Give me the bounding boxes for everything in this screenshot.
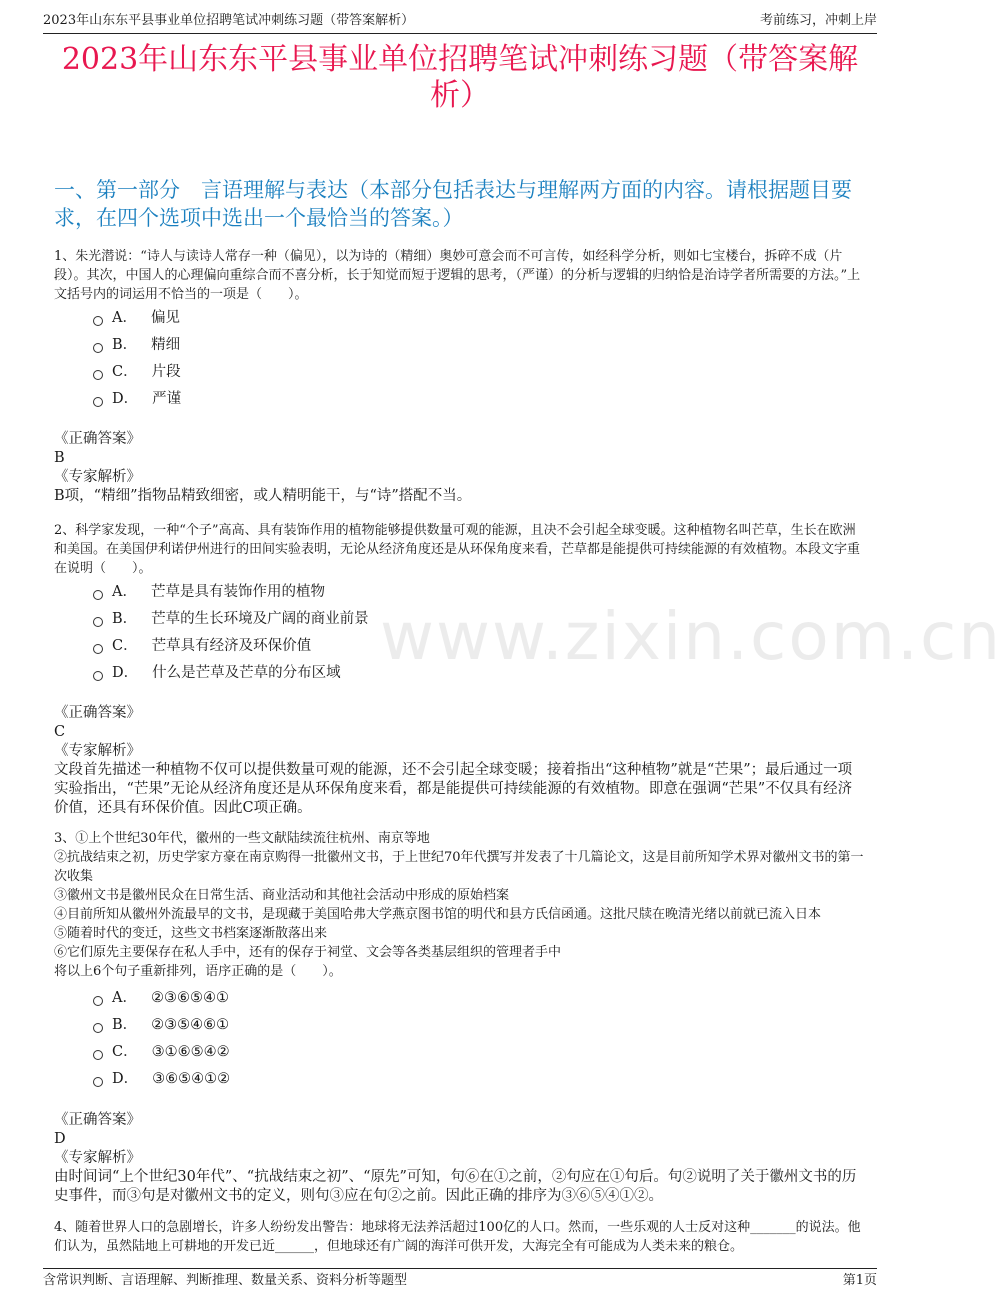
answer-section	[54, 430, 866, 506]
header-slogan: 考前练习，冲刺上岸	[759, 13, 877, 28]
option-b[interactable]	[93, 335, 180, 355]
option-letter: A．	[112, 990, 137, 1006]
page-number: 第1页	[842, 1273, 877, 1288]
option-letter: B．	[112, 337, 138, 353]
question-stem-line: ④目前所知从徽州外流最早的文书，是现藏于美国哈弗大学燕京图书馆的明代和县方氏信函通。这批尺牍在晚清光绪以前就已流入日本	[54, 907, 822, 922]
option-letter: A．	[112, 584, 137, 600]
answer-value: B	[54, 450, 65, 466]
question-3	[54, 829, 866, 1204]
question-stem: 4、随着世界人口的急剧增长，许多人纷纷发出警告：地球将无法养活超过100亿的人口。然而，一些乐观的人士反对这种_______的说法。他们认为，虽然陆地上可耕地的开发已近______，但地球还有广阔的海洋可供开发，大海完全有可能成为人类未来的粮仓。	[54, 1220, 861, 1254]
question-stem-line: ⑤随着时代的变迁，这些文书档案逐渐散落出来	[54, 926, 328, 941]
analysis-text: B项，“精细”指物品精致细密，或人精明能干，与“诗”搭配不当。	[54, 488, 472, 504]
option-text: 偏见	[150, 310, 180, 326]
option-letter: C．	[112, 638, 138, 654]
option-text: ②③⑤④⑥①	[151, 1017, 230, 1033]
option-c[interactable]	[93, 636, 311, 656]
option-text: ③⑥⑤④①②	[152, 1071, 231, 1087]
analysis-text: 由时间词“上个世纪30年代”、“抗战结束之初”、“原先”可知，句⑥在①之前，②句应在①句后。句②说明了关于徽州文书的历史事件，而③句是对徽州文书的定义，则句③应在句②之前。因此正确的排序为③⑥⑤④①②。	[54, 1169, 857, 1204]
option-letter: D．	[112, 1071, 139, 1087]
answer-value: D	[54, 1131, 66, 1147]
radio-icon[interactable]	[93, 1077, 103, 1087]
radio-icon[interactable]	[93, 370, 103, 380]
analysis-label: 《专家解析》	[54, 743, 141, 759]
question-stem-line: ②抗战结束之初，历史学家方豪在南京购得一批徽州文书，于上世纪70年代撰写并发表了十几篇论文，这是目前所知学术界对徽州文书的第一次收集	[54, 850, 864, 884]
radio-icon[interactable]	[93, 316, 103, 326]
option-letter: A．	[112, 310, 137, 326]
option-text: 芒草的生长环境及广阔的商业前景	[151, 611, 369, 627]
question-stem-line: ③徽州文书是徽州民众在日常生活、商业活动和其他社会活动中形成的原始档案	[54, 888, 510, 903]
option-letter: D．	[112, 391, 139, 407]
header-doc-title: 2023年山东东平县事业单位招聘笔试冲刺练习题（带答案解析）	[43, 13, 415, 28]
page-footer	[43, 1268, 877, 1293]
radio-icon[interactable]	[93, 343, 103, 353]
option-d[interactable]	[93, 1069, 230, 1089]
page-header	[43, 11, 877, 34]
answer-value: C	[54, 724, 66, 740]
option-a[interactable]	[93, 988, 229, 1008]
radio-icon[interactable]	[93, 671, 103, 681]
option-b[interactable]	[93, 609, 369, 629]
option-b[interactable]	[93, 1015, 229, 1035]
question-stem: 2、科学家发现，一种“个子”高高、具有装饰作用的植物能够提供数量可观的能源，且决不会引起全球变暖。这种植物名叫芒草，生长在欧洲和美国。在美国伊利诺伊州进行的田间实验表明，无论从经济角度还是从环保角度来看，芒草都是能提供可持续能源的有效植物。本段文字重在说明（ ）。	[54, 523, 861, 576]
question-stem-line: ⑥它们原先主要保存在私人手中，还有的保存于祠堂、文会等各类基层组织的管理者手中	[54, 945, 562, 960]
question-stem: 1、朱光潜说：“诗人与读诗人常存一种（偏见），以为诗的（精细）奥妙可意会而不可言传，如经科学分析，则如七宝楼台，拆碎不成（片段）。其次，中国人的心理偏向重综合而不喜分析，长于知觉而短于逻辑的思考，（严谨）的分析与逻辑的归纳恰是治诗学者所需要的方法。”上文括号内的词运用不恰当的一项是（ ）。	[54, 249, 861, 302]
page-title: 2023年山东东平县事业单位招聘笔试冲刺练习题（带答案解析）	[61, 42, 859, 113]
option-text: 芒草是具有装饰作用的植物	[150, 584, 325, 600]
watermark: www.zixin.com.cn	[380, 598, 1002, 675]
radio-icon[interactable]	[93, 644, 103, 654]
analysis-text: 文段首先描述一种植物不仅可以提供数量可观的能源，还不会引起全球变暖；接着指出“这种植物”就是“芒果”；最后通过一项实验指出，“芒果”无论从经济角度还是从环保角度来看，都是能提供可持续能源的有效植物。即意在强调“芒果”不仅具有经济价值，还具有环保价值。因此C项正确。	[54, 762, 853, 816]
option-text: 什么是芒草及芒草的分布区域	[152, 665, 341, 681]
option-letter: B．	[112, 611, 138, 627]
option-text: 精细	[151, 337, 181, 353]
option-text: 芒草具有经济及环保价值	[151, 638, 312, 654]
answer-section	[54, 1111, 866, 1206]
option-d[interactable]	[93, 663, 341, 683]
option-letter: C．	[112, 364, 138, 380]
option-text: ③①⑥⑤④②	[151, 1044, 230, 1060]
radio-icon[interactable]	[93, 1023, 103, 1033]
radio-icon[interactable]	[93, 996, 103, 1006]
option-letter: B．	[112, 1017, 138, 1033]
option-text: 严谨	[152, 391, 182, 407]
answer-section	[54, 704, 866, 818]
option-d[interactable]	[93, 389, 181, 409]
option-a[interactable]	[93, 582, 325, 602]
option-letter: C．	[112, 1044, 138, 1060]
radio-icon[interactable]	[93, 397, 103, 407]
footer-note: 含常识判断、言语理解、判断推理、数量关系、资料分析等题型	[43, 1273, 408, 1288]
section-heading: 一、第一部分 言语理解与表达（本部分包括表达与理解两方面的内容。请根据题目要求，在四个选项中选出一个最恰当的答案。）	[54, 178, 852, 230]
option-text: ②③⑥⑤④①	[150, 990, 229, 1006]
question-stem-line: 3、①上个世纪30年代，徽州的一些文献陆续流往杭州、南京等地	[54, 831, 430, 846]
question-4	[54, 1218, 866, 1256]
question-1	[54, 247, 866, 504]
option-letter: D．	[112, 665, 139, 681]
radio-icon[interactable]	[93, 617, 103, 627]
analysis-label: 《专家解析》	[54, 469, 141, 485]
answer-label: 《正确答案》	[54, 431, 141, 447]
analysis-label: 《专家解析》	[54, 1150, 141, 1166]
radio-icon[interactable]	[93, 590, 103, 600]
radio-icon[interactable]	[93, 1050, 103, 1060]
option-c[interactable]	[93, 362, 181, 382]
option-a[interactable]	[93, 308, 180, 328]
answer-label: 《正确答案》	[54, 1112, 141, 1128]
answer-label: 《正确答案》	[54, 705, 141, 721]
option-text: 片段	[151, 364, 181, 380]
question-stem-line: 将以上6个句子重新排列，语序正确的是（ ）。	[54, 964, 342, 979]
option-c[interactable]	[93, 1042, 230, 1062]
